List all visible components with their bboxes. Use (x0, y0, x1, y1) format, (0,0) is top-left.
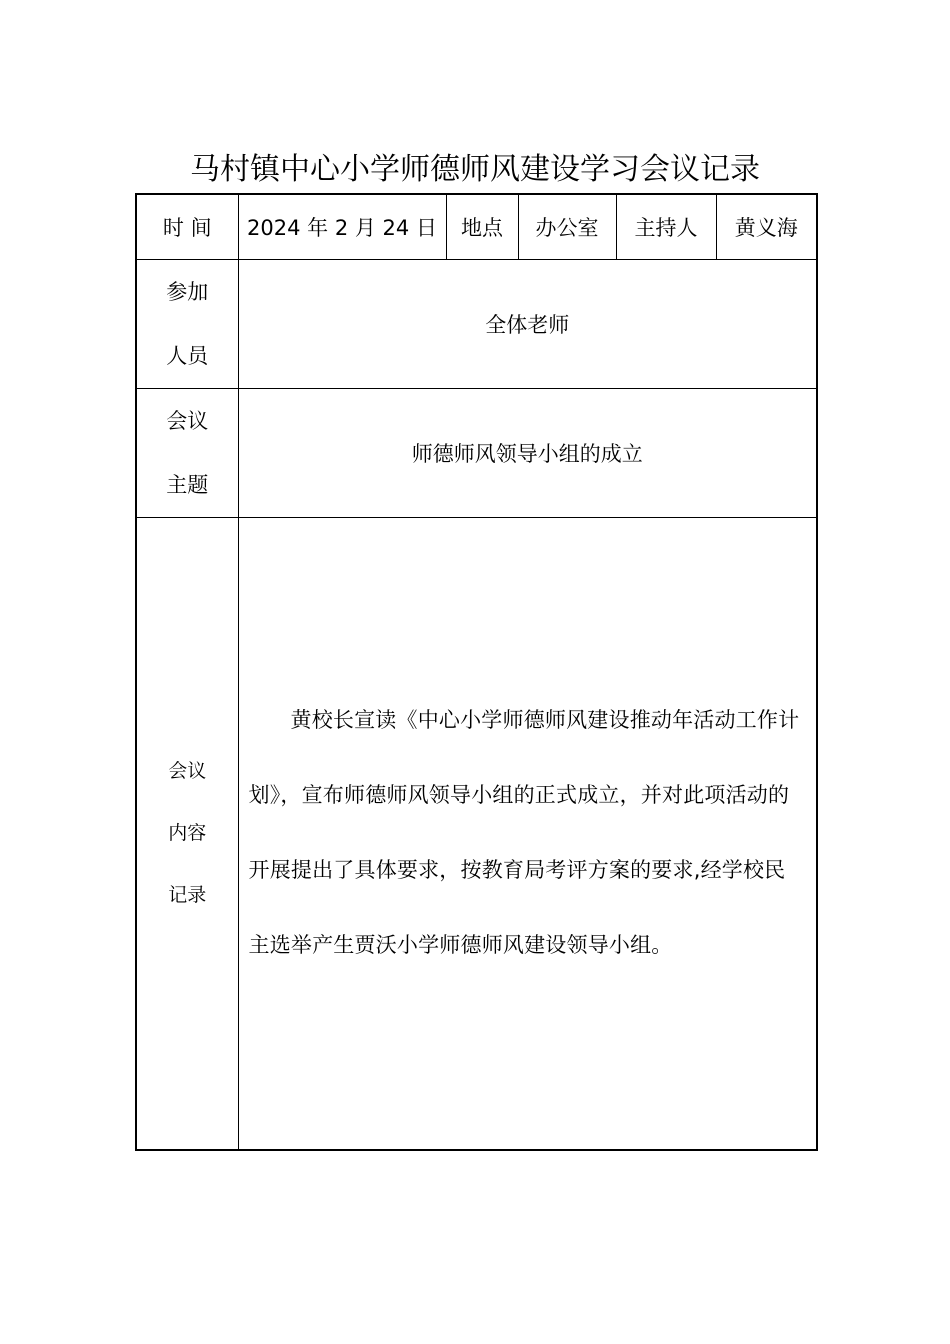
content-label-line1: 会议 (168, 760, 207, 783)
content-row (136, 517, 817, 1150)
attendees-label-line2: 人员 (166, 343, 209, 368)
place-label: 地点 (446, 194, 518, 259)
topic-label-line2: 主题 (166, 472, 209, 497)
host-value: 黄义海 (716, 194, 817, 259)
date-value: 2024 年 2 月 24 日 (238, 194, 446, 259)
content-label-line3: 记录 (168, 884, 207, 907)
topic-value: 师德师风领导小组的成立 (238, 388, 817, 517)
topic-row (136, 388, 817, 517)
content-label (136, 517, 238, 1150)
attendees-row (136, 259, 817, 388)
host-label: 主持人 (616, 194, 716, 259)
attendees-value: 全体老师 (238, 259, 817, 388)
document-title: 马村镇中心小学师德师风建设学习会议记录 (190, 152, 760, 187)
attendees-label-line1: 参加 (166, 279, 209, 304)
content-text: 黄校长宣读《中心小学师德师风建设推动年活动工作计划》，宣布师德师风领导小组的正式成立，并对此项活动的开展提出了具体要求，按教育局考评方案的要求,经学校民主选举产生贾沃小学师德师风建设领导小组。 (248, 708, 800, 958)
topic-label (136, 388, 238, 517)
time-label: 时 间 (136, 194, 238, 259)
meeting-record-table (135, 193, 818, 1151)
attendees-label (136, 259, 238, 388)
content-body (238, 517, 817, 1150)
place-value: 办公室 (518, 194, 616, 259)
topic-label-line1: 会议 (166, 408, 209, 433)
content-label-line2: 内容 (168, 822, 207, 845)
time-row (136, 194, 817, 259)
